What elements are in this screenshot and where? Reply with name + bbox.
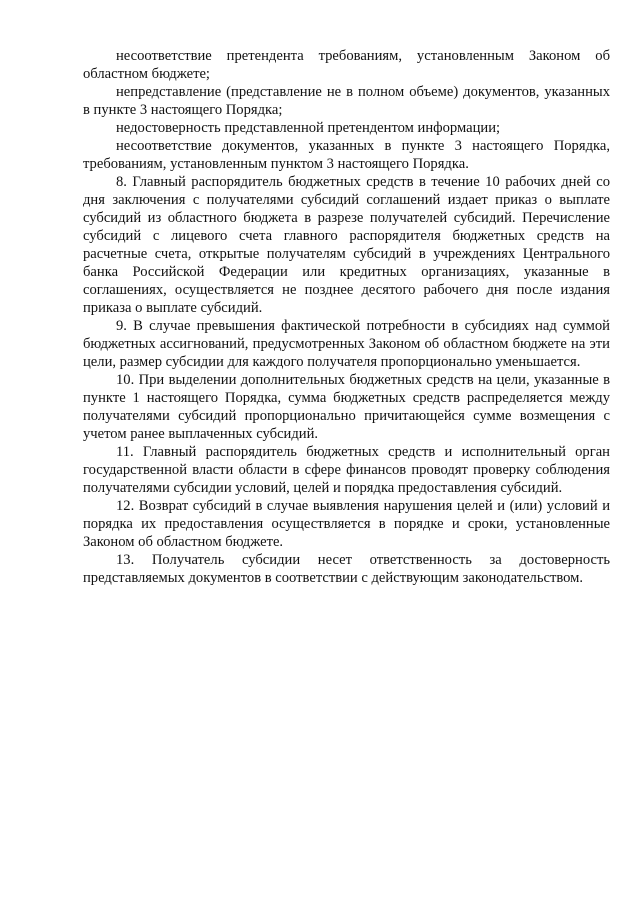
paragraph-item-12: 12. Возврат субсидий в случае выявления нарушения целей и (или) условий и порядка их предоставления осуществляется в порядке и сроки, установленные Законом об областном бюджете. [83,498,610,550]
paragraph-nonsubmission-documents: непредставление (представление не в полном объеме) документов, указанных в пункте 3 настоящего Порядка; [83,84,610,118]
paragraph-item-11: 11. Главный распорядитель бюджетных средств и исполнительный орган государственной власти области в сфере финансов проводят проверку соблюдения получателями субсидии условий, целей и порядка предоставления субсидий. [83,444,610,496]
document-body [83,47,610,587]
paragraph-item-8: 8. Главный распорядитель бюджетных средств в течение 10 рабочих дней со дня заключения с получателями субсидий соглашений издает приказ о выплате субсидий из областного бюджета в разрезе получателей субсидий. Перечисление субсидий с лицевого счета главного распорядителя бюджетных средств на расчетные счета, открытые получателям субсидий в учреждениях Центрального банка Российской Федерации или кредитных организациях, указанные в соглашениях, осуществляется не позднее десятого рабочего дня после издания приказа о выплате субсидий. [83,174,610,316]
paragraph-item-13: 13. Получатель субсидии несет ответственность за достоверность представляемых документов в соответствии с действующим законодательством. [83,552,610,586]
paragraph-noncompliance-documents: несоответствие документов, указанных в пункте 3 настоящего Порядка, требованиям, установленным пунктом 3 настоящего Порядка. [83,138,610,172]
paragraph-item-10: 10. При выделении дополнительных бюджетных средств на цели, указанные в пункте 1 настоящего Порядка, сумма бюджетных средств распределяется между получателями субсидий пропорционально причитающейся сумме возмещения с учетом ранее выплаченных субсидий. [83,372,610,442]
paragraph-item-9: 9. В случае превышения фактической потребности в субсидиях над суммой бюджетных ассигнований, предусмотренных Законом об областном бюджете на эти цели, размер субсидии для каждого получателя пропорционально уменьшается. [83,318,610,370]
paragraph-noncompliance-requirements: несоответствие претендента требованиям, установленным Законом об областном бюджете; [83,48,610,82]
paragraph-false-information: недостоверность представленной претендентом информации; [116,120,501,136]
